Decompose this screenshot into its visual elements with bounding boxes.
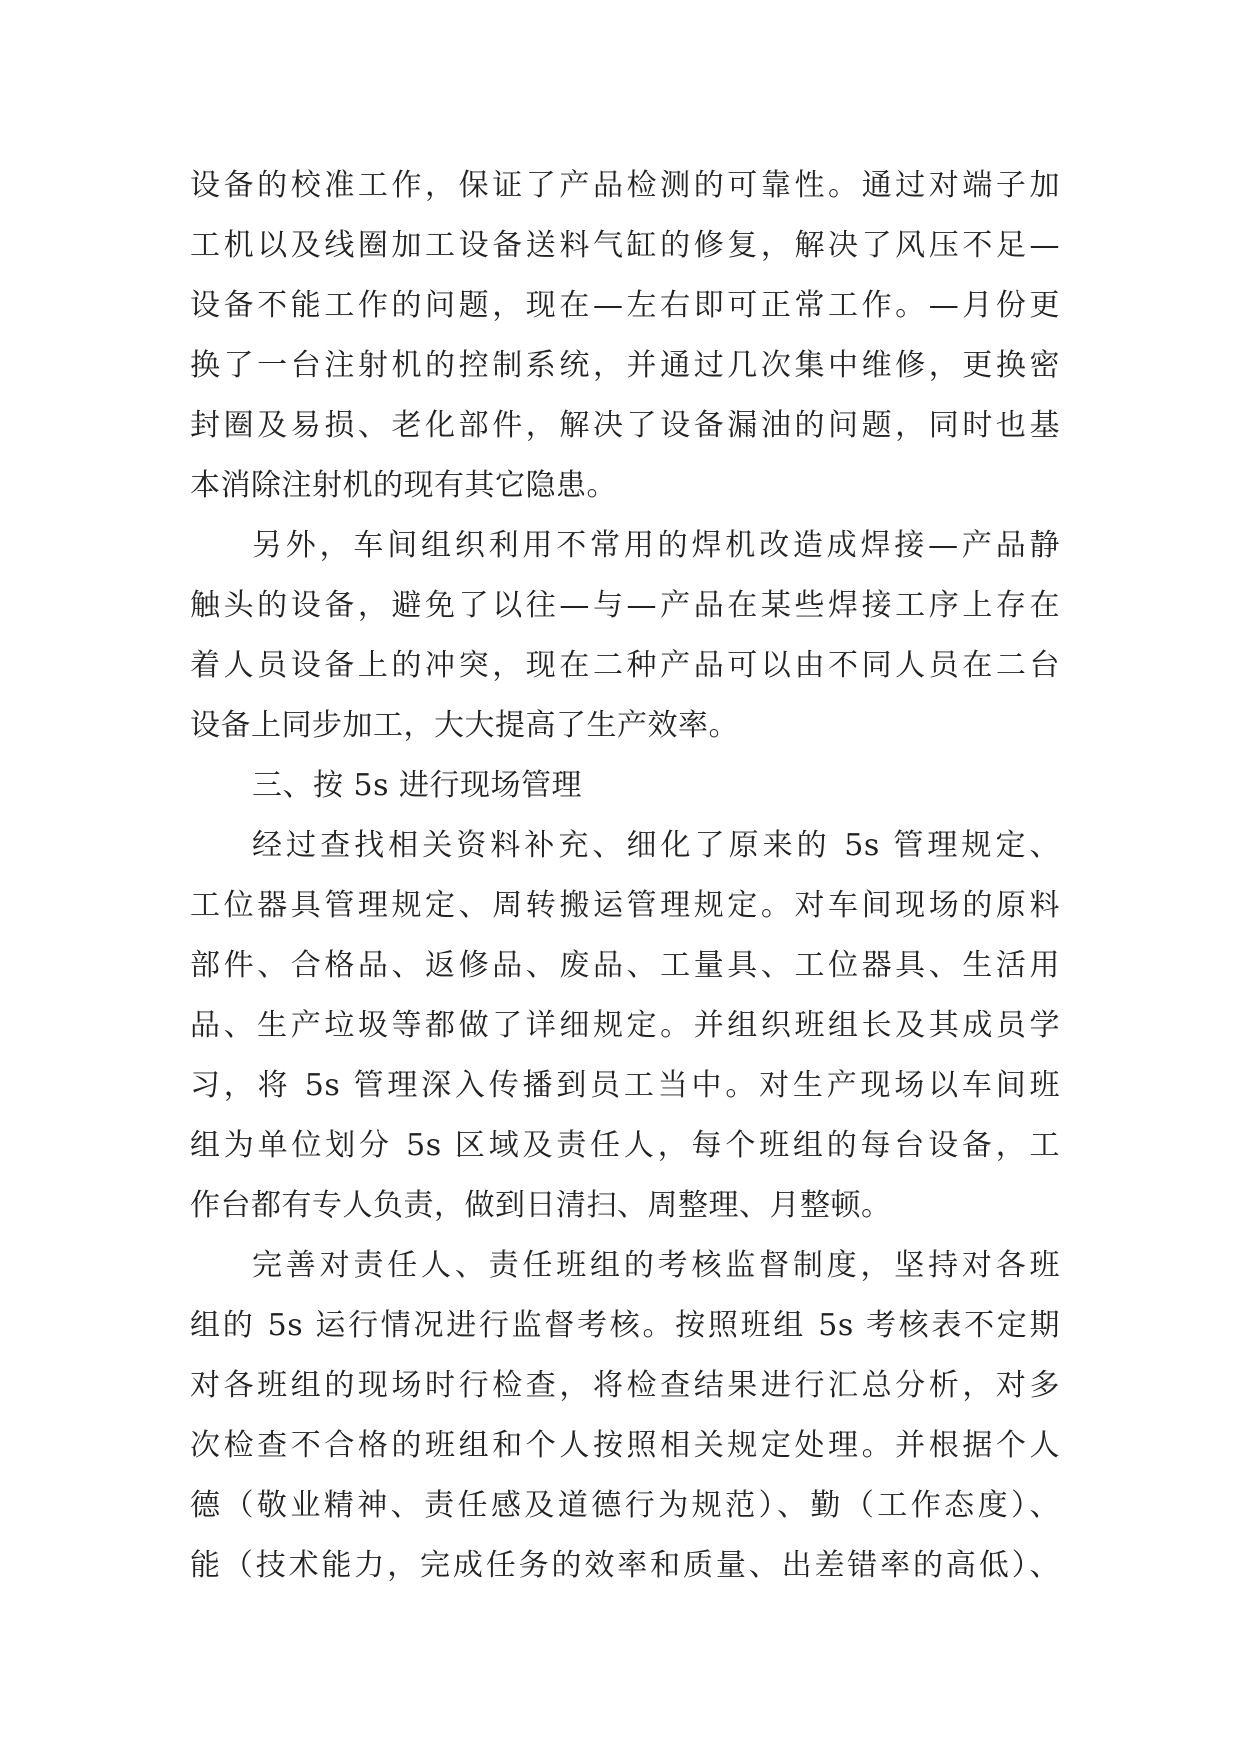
text-line: 工位器具管理规定、周转搬运管理规定。对车间现场的原料	[190, 888, 1060, 923]
text-line: 作台都有专人负责，做到日清扫、周整理、月整顿。	[190, 1188, 892, 1223]
text-line: 本消除注射机的现有其它隐患。	[190, 468, 617, 503]
text-line: 组的 5s 运行情况进行监督考核。按照班组 5s 考核表不定期	[190, 1308, 1060, 1343]
text-line: 组为单位划分 5s 区域及责任人，每个班组的每台设备，工	[190, 1128, 1060, 1163]
text-line: 部件、合格品、返修品、废品、工量具、工位器具、生活用	[190, 948, 1060, 983]
text-line: 封圈及易损、老化部件，解决了设备漏油的问题，同时也基	[190, 408, 1060, 443]
text-line: 着人员设备上的冲突，现在二种产品可以由不同人员在二台	[190, 648, 1060, 683]
text-line: 设备不能工作的问题，现在—左右即可正常工作。—月份更	[190, 288, 1060, 323]
document-body	[190, 156, 1060, 1596]
text-line: 工机以及线圈加工设备送料气缸的修复，解决了风压不足—	[190, 228, 1060, 263]
text-line: 另外，车间组织利用不常用的焊机改造成焊接—产品静	[252, 528, 1060, 563]
text-line: 对各班组的现场时行检查，将检查结果进行汇总分析，对多	[190, 1368, 1060, 1403]
text-line: 触头的设备，避免了以往—与—产品在某些焊接工序上存在	[190, 588, 1060, 623]
text-line: 能（技术能力，完成任务的效率和质量、出差错率的高低）、	[190, 1548, 1060, 1583]
text-line: 换了一台注射机的控制系统，并通过几次集中维修，更换密	[190, 348, 1060, 383]
text-line: 德（敬业精神、责任感及道德行为规范）、勤（工作态度）、	[190, 1488, 1060, 1523]
text-line: 完善对责任人、责任班组的考核监督制度，坚持对各班	[252, 1248, 1060, 1283]
text-line: 经过查找相关资料补充、细化了原来的 5s 管理规定、	[252, 828, 1060, 863]
text-line: 设备上同步加工，大大提高了生产效率。	[190, 708, 739, 743]
text-line: 三、按 5s 进行现场管理	[252, 768, 583, 803]
text-line: 设备的校准工作，保证了产品检测的可靠性。通过对端子加	[190, 168, 1060, 203]
text-line: 次检查不合格的班组和个人按照相关规定处理。并根据个人	[190, 1428, 1060, 1463]
text-line: 品、生产垃圾等都做了详细规定。并组织班组长及其成员学	[190, 1008, 1060, 1043]
text-line: 习，将 5s 管理深入传播到员工当中。对生产现场以车间班	[190, 1068, 1060, 1103]
